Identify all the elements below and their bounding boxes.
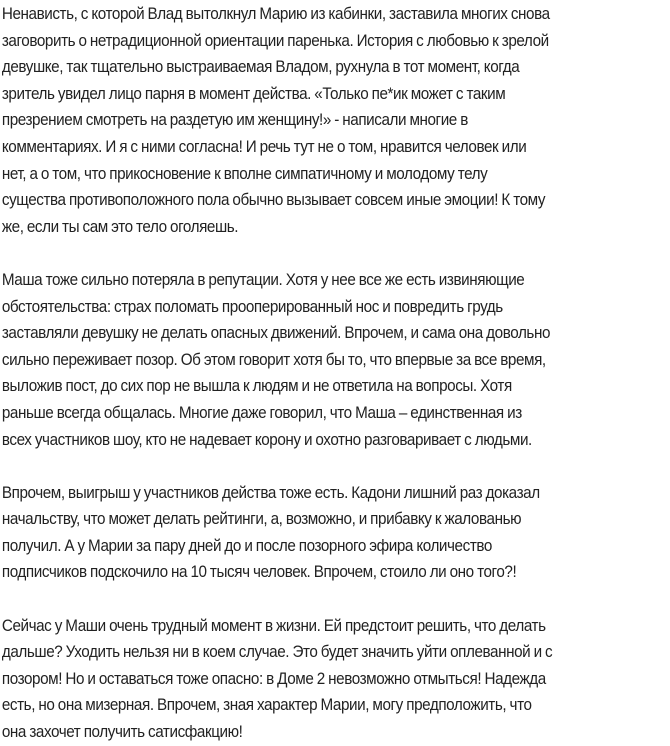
- text-line: она захочет получить сатисфакцию!: [1, 723, 243, 742]
- text-line: позором! Но и оставаться тоже опасно: в Доме 2 невозможно отмыться! Надежда: [1, 669, 546, 688]
- text-line: заговорить о нетрадиционной ориентации паренька. История с любовью к зрелой: [1, 31, 549, 50]
- text-line: есть, но она мизерная. Впрочем, зная характер Марии, могу предположить, что: [1, 696, 532, 715]
- text-line: сильно переживает позор. Об этом говорит хотя бы то, что впервые за все время,: [1, 350, 546, 369]
- text-line: Впрочем, выигрыш у участников действа тоже есть. Кадони лишний раз доказал: [1, 483, 540, 502]
- text-line: Маша тоже сильно потеряла в репутации. Хотя у нее все же есть извиняющие: [1, 270, 525, 289]
- text-line: же, если ты сам это тело оголяешь.: [1, 217, 239, 236]
- text-line: всех участников шоу, кто не надевает корону и охотно разговаривает с людьми.: [1, 430, 532, 449]
- text-line: Сейчас у Маши очень трудный момент в жизни. Ей предстоит решить, что делать: [1, 616, 546, 635]
- text-line: Ненависть, с которой Влад вытолкнул Марию из кабинки, заставила многих снова: [1, 5, 550, 23]
- text-line: обстоятельства: страх поломать прооперированный нос и повредить грудь: [1, 297, 503, 316]
- paragraph-4: [2, 613, 667, 746]
- paragraph-3: [2, 480, 667, 586]
- text-line: дальше? Уходить нельзя ни в коем случае. Это будет значить уйти оплеванной и с: [1, 643, 553, 662]
- text-line: получил. А у Марии за пару дней до и после позорного эфира количество: [1, 536, 492, 555]
- text-line: заставляли девушку не делать опасных движений. Впрочем, и сама она довольно: [1, 324, 551, 343]
- text-line: комментариях. И я с ними согласна! И речь тут не о том, нравится человек или: [1, 137, 527, 156]
- paragraph-2: [2, 267, 667, 453]
- text-line: раньше всегда общалась. Многие даже говорил, что Маша – единственная из: [1, 403, 522, 422]
- text-line: зритель увидел лицо парня в момент действа. «Только пе*ик может с таким: [1, 84, 506, 103]
- text-line: презрением смотреть на раздетую им женщину!» - написали многие в: [1, 111, 468, 130]
- text-line: подписчиков подскочило на 10 тысяч человек. Впрочем, стоило ли оно того?!: [1, 563, 517, 582]
- text-line: нет, а о том, что прикосновение к вполне симпатичному и молодому телу: [1, 164, 488, 183]
- text-line: существа противоположного пола обычно вызывает совсем иные эмоции! К тому: [1, 191, 546, 210]
- text-line: выложив пост, до сих пор не вышла к людям и не ответила на вопросы. Хотя: [1, 377, 512, 396]
- text-line: девушке, так тщательно выстраиваемая Владом, рухнула в тот момент, когда: [1, 58, 520, 77]
- text-line: начальству, что может делать рейтинги, а, возможно, и прибавку к жалованью: [1, 510, 522, 529]
- paragraph-1: [2, 1, 667, 240]
